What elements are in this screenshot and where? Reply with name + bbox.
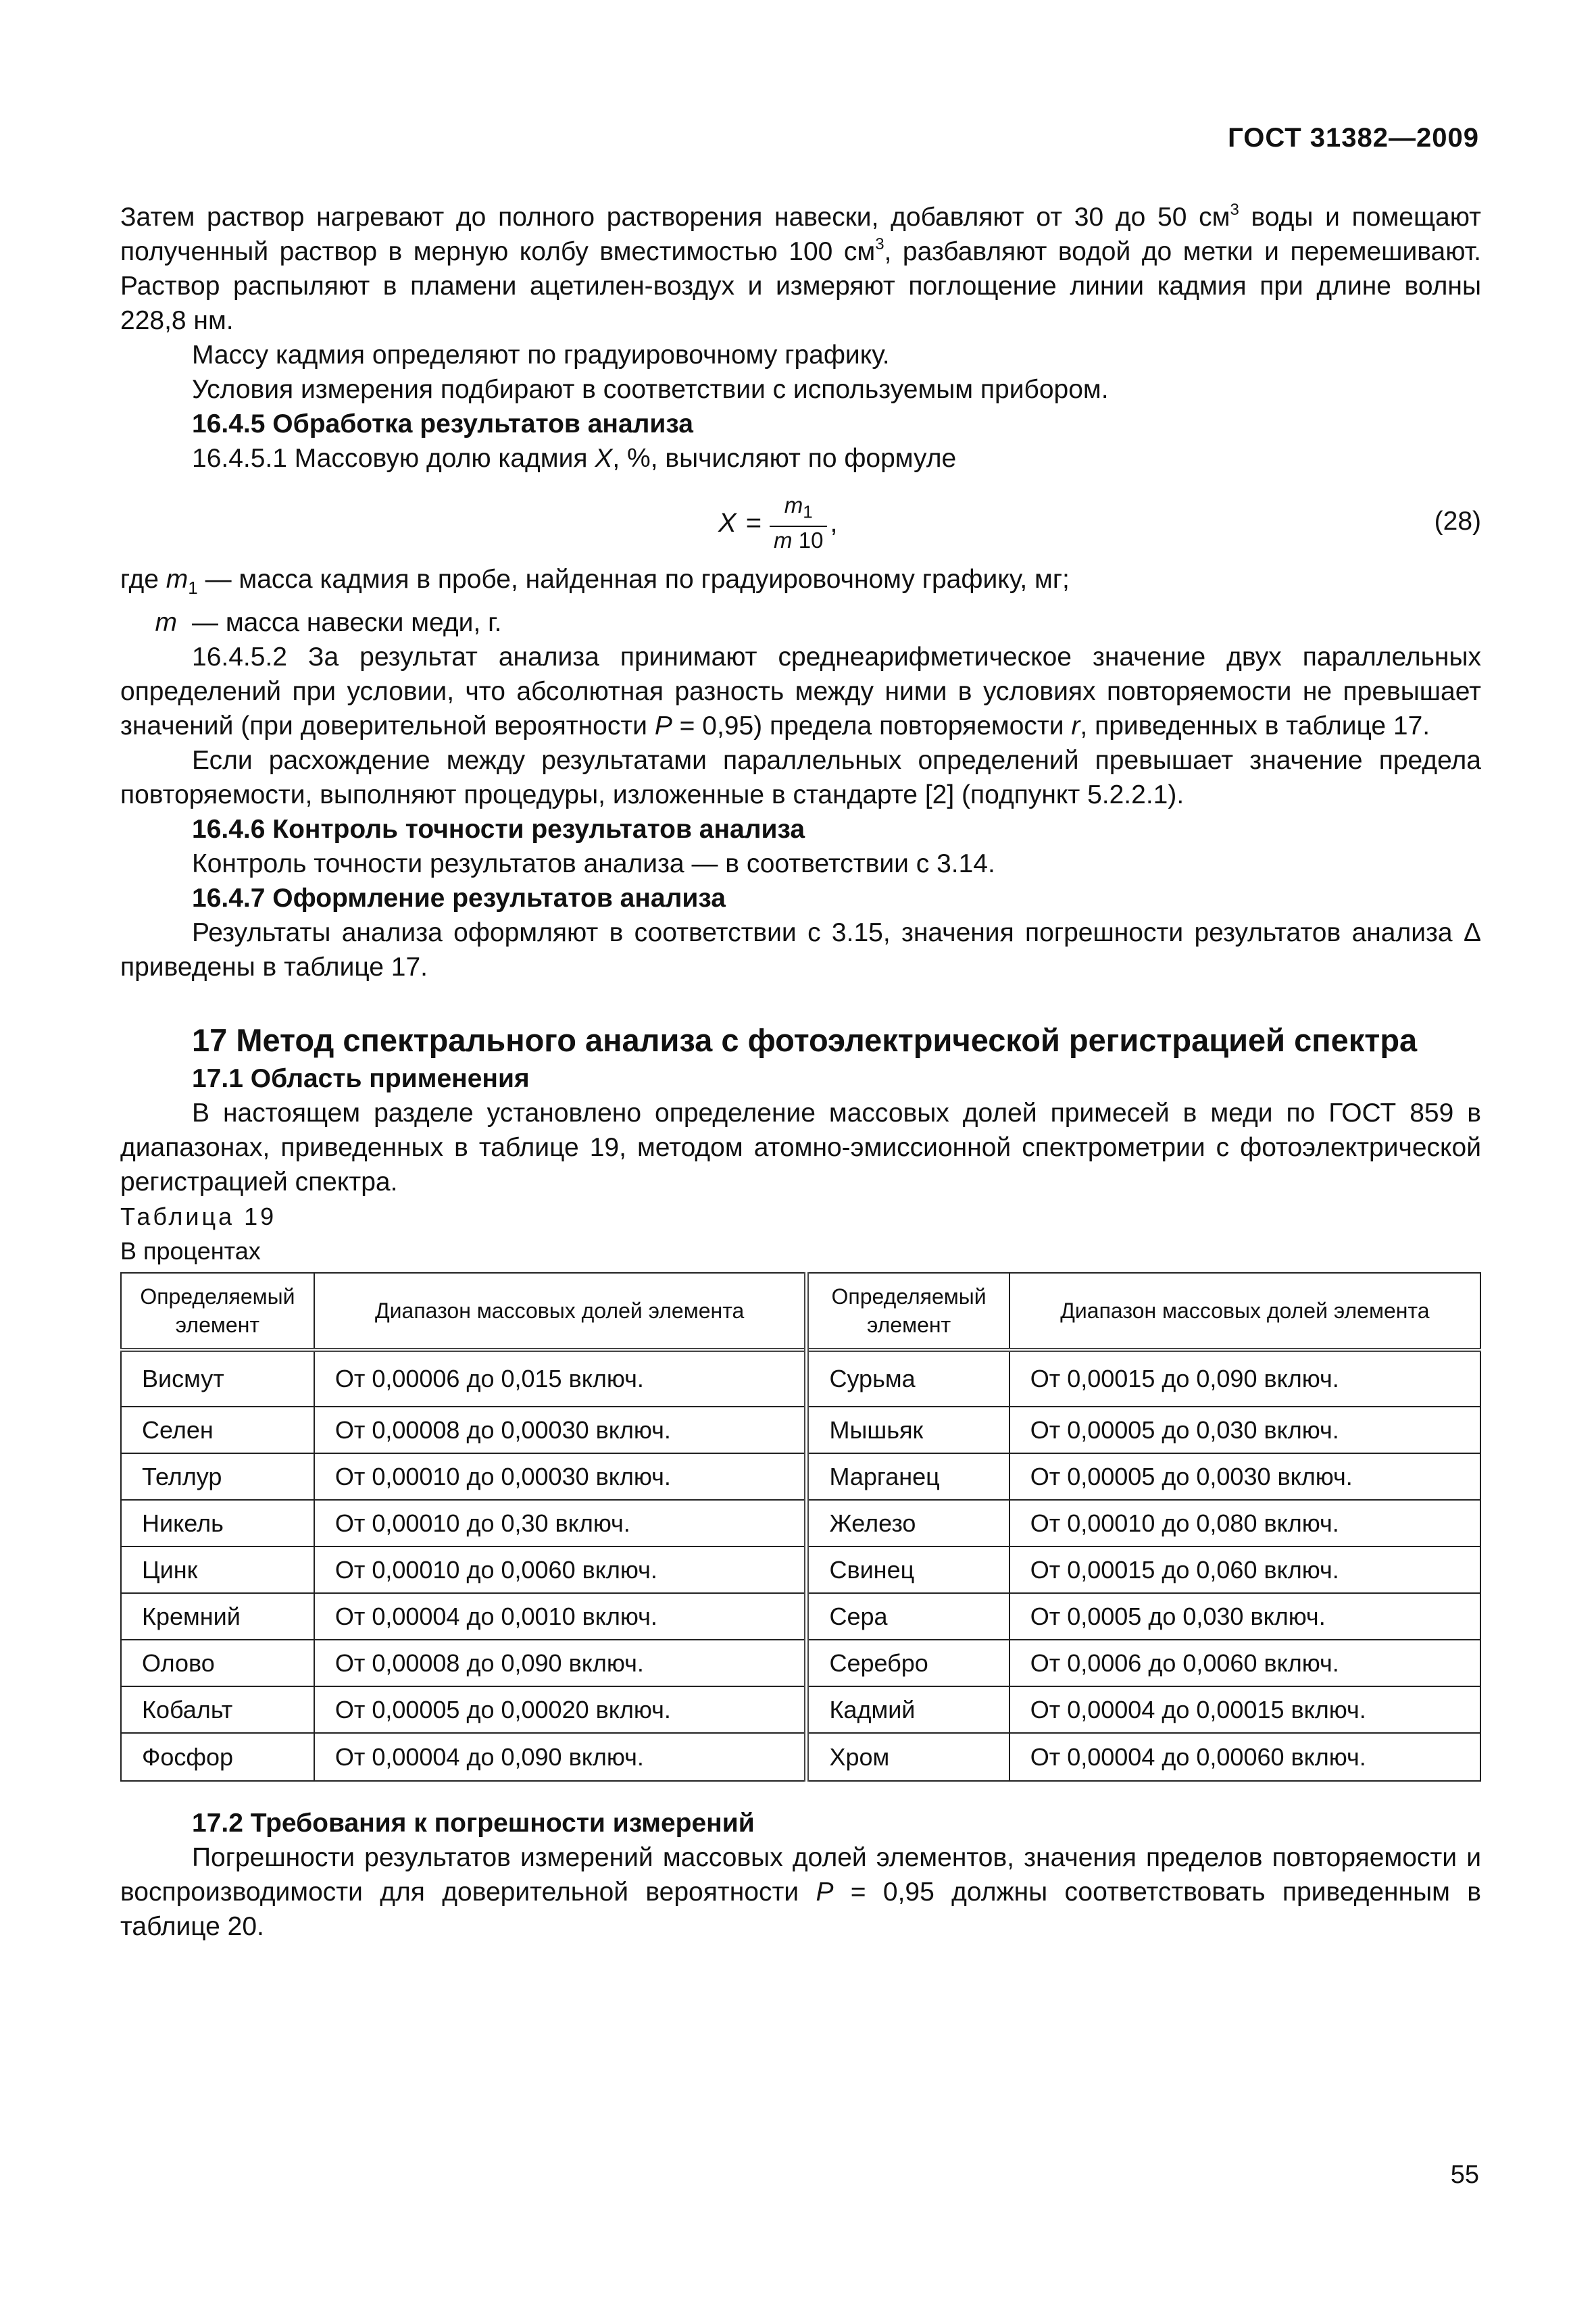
formula-numerator: [780, 492, 817, 526]
table-row: [121, 1593, 1480, 1640]
variable: X: [595, 444, 613, 473]
subscript: 1: [188, 577, 198, 598]
intro-text-a: Затем раствор нагревают до полного растворения навески, добавляют от 30 до 50 см: [120, 203, 1230, 232]
table-cell: От 0,00005 до 0,0030 включ.: [1009, 1453, 1480, 1500]
table-row: [121, 1407, 1480, 1453]
paragraph: Контроль точности результатов анализа — в соответствии с 3.14.: [192, 849, 995, 878]
text: — масса навески меди, г.: [192, 607, 502, 637]
section-heading-17: 17 Метод спектрального анализа с фотоэлектрической регистрацией спектра: [192, 1022, 1418, 1058]
paragraph: Массу кадмия определяют по градуировочному графику.: [192, 341, 890, 370]
paragraph: [120, 1840, 1481, 1944]
paragraph: Условия измерения подбирают в соответствии с используемым прибором.: [192, 375, 1109, 404]
paragraph: В настоящем разделе установлено определение массовых долей примесей в меди по ГОСТ 859 в диапазонах, приведенных в таблице 19, методом атомно-эмиссионной спектрометрии с фотоэлектрической регистрацией спектра.: [120, 1098, 1481, 1197]
table-cell: От 0,00004 до 0,00015 включ.: [1009, 1686, 1480, 1733]
table-cell: Никель: [121, 1500, 314, 1546]
table-cell: От 0,00008 до 0,00030 включ.: [314, 1407, 807, 1453]
formula-lhs: X: [718, 507, 737, 538]
table-cell: Висмут: [121, 1350, 314, 1407]
page-number: 55: [1450, 2161, 1479, 2189]
variable: P: [816, 1877, 834, 1907]
text: 16.4.5.2 За результат анализа принимают среднеарифметическое значение двух параллельных определений при условии, что абсолютная разность между ними в условиях повторяемости не превышает значений (при доверительной вероятности: [120, 642, 1481, 740]
section-heading-16-4-7: 16.4.7 Оформление результатов анализа: [192, 883, 726, 913]
table-cell: От 0,0005 до 0,030 включ.: [1009, 1593, 1480, 1640]
table-cell: Серебро: [807, 1640, 1009, 1686]
table-row: [121, 1453, 1480, 1500]
equation-number: (28): [1434, 507, 1481, 536]
table-cell: От 0,00005 до 0,030 включ.: [1009, 1407, 1480, 1453]
table-cell: Теллур: [121, 1453, 314, 1500]
standard-header: ГОСТ 31382—2009: [1228, 123, 1479, 153]
table-row: [121, 1686, 1480, 1733]
page-content: [120, 200, 1481, 1944]
section-heading-17-1: 17.1 Область применения: [192, 1063, 530, 1093]
paragraph: [120, 441, 1481, 476]
table-cell: Мышьяк: [807, 1407, 1009, 1453]
table-cell: От 0,00015 до 0,090 включ.: [1009, 1350, 1480, 1407]
text: 10: [792, 527, 824, 553]
table-cell: Марганец: [807, 1453, 1009, 1500]
table-row: [121, 1500, 1480, 1546]
paragraph: [120, 640, 1481, 743]
table-cell: От 0,00015 до 0,060 включ.: [1009, 1546, 1480, 1593]
table-unit: В процентах: [120, 1236, 261, 1265]
table-cell: От 0,00004 до 0,090 включ.: [314, 1733, 807, 1781]
table-caption: Таблица 19: [120, 1202, 277, 1230]
table-cell: Селен: [121, 1407, 314, 1453]
table-cell: Свинец: [807, 1546, 1009, 1593]
variable: m: [166, 565, 189, 594]
column-header: Диапазон массовых долей элемента: [1009, 1273, 1480, 1350]
column-header: Определяемый элемент: [121, 1273, 314, 1350]
formula-expression: [718, 484, 838, 562]
where-line-1: [120, 562, 1481, 605]
table-cell: От 0,00010 до 0,30 включ.: [314, 1500, 807, 1546]
table-row: [121, 1733, 1480, 1781]
text: m: [784, 493, 803, 518]
table-header-row: [121, 1273, 1480, 1350]
table-cell: Хром: [807, 1733, 1009, 1781]
column-header: Определяемый элемент: [807, 1273, 1009, 1350]
paragraph: Если расхождение между результатами параллельных определений превышает значение предела повторяемости, выполняют процедуры, изложенные в стандарте [2] (подпункт 5.2.2.1).: [120, 745, 1481, 809]
table-cell: Кобальт: [121, 1686, 314, 1733]
table-cell: От 0,00004 до 0,0010 включ.: [314, 1593, 807, 1640]
table-cell: От 0,00010 до 0,00030 включ.: [314, 1453, 807, 1500]
intro-text-c: , разбавляют водой до метки и перемешивают. Раствор распыляют в пламени ацетилен-воздух и измеряют поглощение линии кадмия при длине волны 228,8 нм.: [120, 237, 1481, 335]
table-body: [121, 1350, 1480, 1781]
formula-equals: =: [745, 507, 762, 538]
intro-text-b: воды и помещают полученный раствор в мерную колбу вместимостью 100 см: [120, 203, 1482, 266]
table-cell: Олово: [121, 1640, 314, 1686]
text: , %, вычисляют по формуле: [612, 444, 957, 473]
where-line-2: [120, 605, 1481, 640]
superscript: 3: [1230, 201, 1239, 219]
table-cell: От 0,00010 до 0,0060 включ.: [314, 1546, 807, 1593]
text: Погрешности результатов измерений массовых долей элементов, значения пределов повторяемости и воспроизводимости для доверительной вероятности: [120, 1842, 1481, 1907]
table-cell: Цинк: [121, 1546, 314, 1593]
table-cell: От 0,00008 до 0,090 включ.: [314, 1640, 807, 1686]
superscript: 3: [875, 235, 884, 253]
text: где: [120, 565, 166, 594]
variable: P: [654, 711, 672, 740]
text: = 0,95) предела повторяемости: [672, 711, 1072, 740]
table-row: [121, 1640, 1480, 1686]
table-cell: Железо: [807, 1500, 1009, 1546]
section-heading-16-4-6: 16.4.6 Контроль точности результатов анализа: [192, 814, 805, 844]
table-cell: Сурьма: [807, 1350, 1009, 1407]
table-cell: От 0,00006 до 0,015 включ.: [314, 1350, 807, 1407]
table-cell: Сера: [807, 1593, 1009, 1640]
table-row: [121, 1546, 1480, 1593]
table-row: [121, 1350, 1480, 1407]
variable: m: [155, 607, 177, 637]
formula-fraction: [770, 492, 827, 554]
table-cell: От 0,00005 до 0,00020 включ.: [314, 1686, 807, 1733]
text: , приведенных в таблице 17.: [1080, 711, 1430, 740]
table-cell: От 0,00004 до 0,00060 включ.: [1009, 1733, 1480, 1781]
formula-28: [120, 484, 1481, 562]
text: = 0,95 должны соответствовать приведенным в таблице 20.: [120, 1877, 1482, 1941]
variable: r: [1071, 711, 1080, 740]
intro-paragraph: [120, 200, 1481, 338]
text: m: [774, 527, 793, 553]
text: 16.4.5.1 Массовую долю кадмия: [192, 444, 595, 473]
table-cell: От 0,00010 до 0,080 включ.: [1009, 1500, 1480, 1546]
table-cell: Кадмий: [807, 1686, 1009, 1733]
table-19: [120, 1272, 1481, 1782]
where-var-cell: [120, 605, 192, 640]
section-heading-16-4-5: 16.4.5 Обработка результатов анализа: [192, 409, 693, 438]
table-cell: Фосфор: [121, 1733, 314, 1781]
column-header: Диапазон массовых долей элемента: [314, 1273, 807, 1350]
formula-denominator: [770, 526, 827, 554]
subscript: 1: [803, 501, 813, 522]
section-heading-17-2: 17.2 Требования к погрешности измерений: [192, 1808, 755, 1838]
table-cell: Кремний: [121, 1593, 314, 1640]
table-cell: От 0,0006 до 0,0060 включ.: [1009, 1640, 1480, 1686]
formula-comma: ,: [830, 507, 838, 538]
paragraph: Результаты анализа оформляют в соответствии с 3.15, значения погрешности результатов анализа Δ приведены в таблице 17.: [120, 917, 1481, 982]
text: — масса кадмия в пробе, найденная по градуировочному графику, мг;: [197, 565, 1070, 594]
